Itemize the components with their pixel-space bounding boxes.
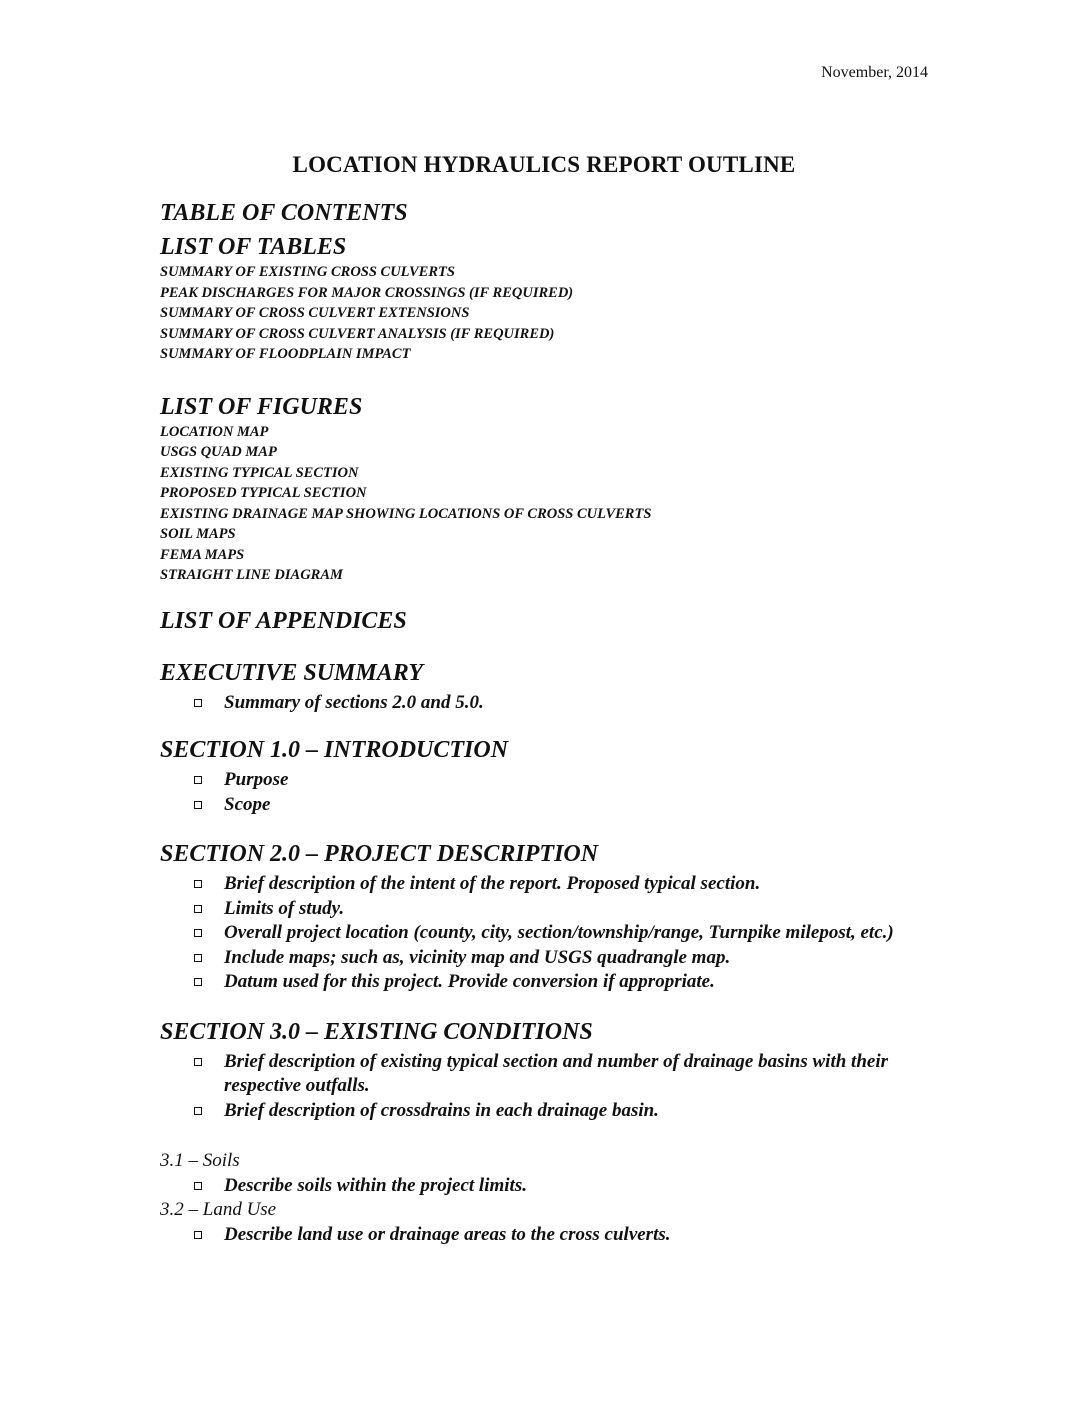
list-item: SUMMARY OF EXISTING CROSS CULVERTS <box>160 264 455 280</box>
checkbox-bullet-icon <box>194 929 202 937</box>
list-item: LOCATION MAP <box>160 423 269 440</box>
section-3-list <box>160 1050 940 1124</box>
list-item: SUMMARY OF FLOODPLAIN IMPACT <box>160 346 411 362</box>
section-3-1-list <box>160 1174 940 1199</box>
checkbox-bullet-icon <box>194 954 202 962</box>
document-title: LOCATION HYDRAULICS REPORT OUTLINE <box>292 152 796 177</box>
heading-section-3: SECTION 3.0 – EXISTING CONDITIONS <box>160 1018 593 1045</box>
checkbox-bullet-icon <box>194 1231 202 1239</box>
list-item: SUMMARY OF CROSS CULVERT ANALYSIS (IF REQUIRED) <box>160 325 555 342</box>
list-item: Overall project location (county, city, section/township/range, Turnpike milepost, etc.) <box>160 921 940 946</box>
section-1-list <box>160 768 940 817</box>
heading-section-1: SECTION 1.0 – INTRODUCTION <box>160 737 509 763</box>
section-3-2-list <box>160 1223 940 1248</box>
list-item: SUMMARY OF CROSS CULVERT EXTENSIONS <box>160 305 470 321</box>
list-item: Limits of study. <box>160 897 940 922</box>
list-item: EXISTING DRAINAGE MAP SHOWING LOCATIONS OF CROSS CULVERTS <box>160 505 652 522</box>
list-item: USGS QUAD MAP <box>160 444 277 460</box>
list-item: Purpose <box>160 768 940 793</box>
checkbox-bullet-icon <box>194 978 202 986</box>
checkbox-bullet-icon <box>194 801 202 809</box>
list-item: Brief description of crossdrains in each drainage basin. <box>160 1099 940 1124</box>
subheading-3-2-land-use: 3.2 – Land Use <box>160 1199 277 1220</box>
list-item: Summary of sections 2.0 and 5.0. <box>160 691 940 716</box>
list-item: Describe land use or drainage areas to the cross culverts. <box>160 1223 940 1248</box>
checkbox-bullet-icon <box>194 1182 202 1190</box>
heading-list-of-appendices: LIST OF APPENDICES <box>160 607 407 634</box>
list-of-figures <box>160 422 940 586</box>
list-item: Scope <box>160 793 940 818</box>
list-item: Datum used for this project. Provide conversion if appropriate. <box>160 970 940 995</box>
list-item: Describe soils within the project limits. <box>160 1174 940 1199</box>
checkbox-bullet-icon <box>194 776 202 784</box>
outline-content <box>160 198 940 1247</box>
executive-summary-list <box>160 691 940 716</box>
list-item: PROPOSED TYPICAL SECTION <box>160 485 367 501</box>
list-item: STRAIGHT LINE DIAGRAM <box>160 567 343 583</box>
list-item: FEMA MAPS <box>160 546 245 563</box>
list-item: Include maps; such as, vicinity map and USGS quadrangle map. <box>160 946 940 971</box>
list-item: PEAK DISCHARGES FOR MAJOR CROSSINGS (IF REQUIRED) <box>160 284 574 301</box>
heading-executive-summary: EXECUTIVE SUMMARY <box>160 659 423 686</box>
checkbox-bullet-icon <box>194 880 202 888</box>
checkbox-bullet-icon <box>194 1107 202 1115</box>
heading-list-of-figures: LIST OF FIGURES <box>160 393 363 420</box>
heading-section-2: SECTION 2.0 – PROJECT DESCRIPTION <box>160 841 599 867</box>
list-item: EXISTING TYPICAL SECTION <box>160 464 359 481</box>
section-2-list <box>160 872 940 995</box>
list-item: Brief description of existing typical section and number of drainage basins with their respective outfalls. <box>160 1050 940 1099</box>
list-item: SOIL MAPS <box>160 526 236 542</box>
subheading-3-1-soils: 3.1 – Soils <box>160 1150 240 1171</box>
list-of-tables <box>160 262 940 365</box>
document-date: November, 2014 <box>821 64 928 81</box>
checkbox-bullet-icon <box>194 699 202 707</box>
checkbox-bullet-icon <box>194 1058 202 1066</box>
heading-table-of-contents: TABLE OF CONTENTS <box>160 200 408 226</box>
heading-list-of-tables: LIST OF TABLES <box>160 234 347 260</box>
list-item: Brief description of the intent of the report. Proposed typical section. <box>160 872 940 897</box>
checkbox-bullet-icon <box>194 905 202 913</box>
